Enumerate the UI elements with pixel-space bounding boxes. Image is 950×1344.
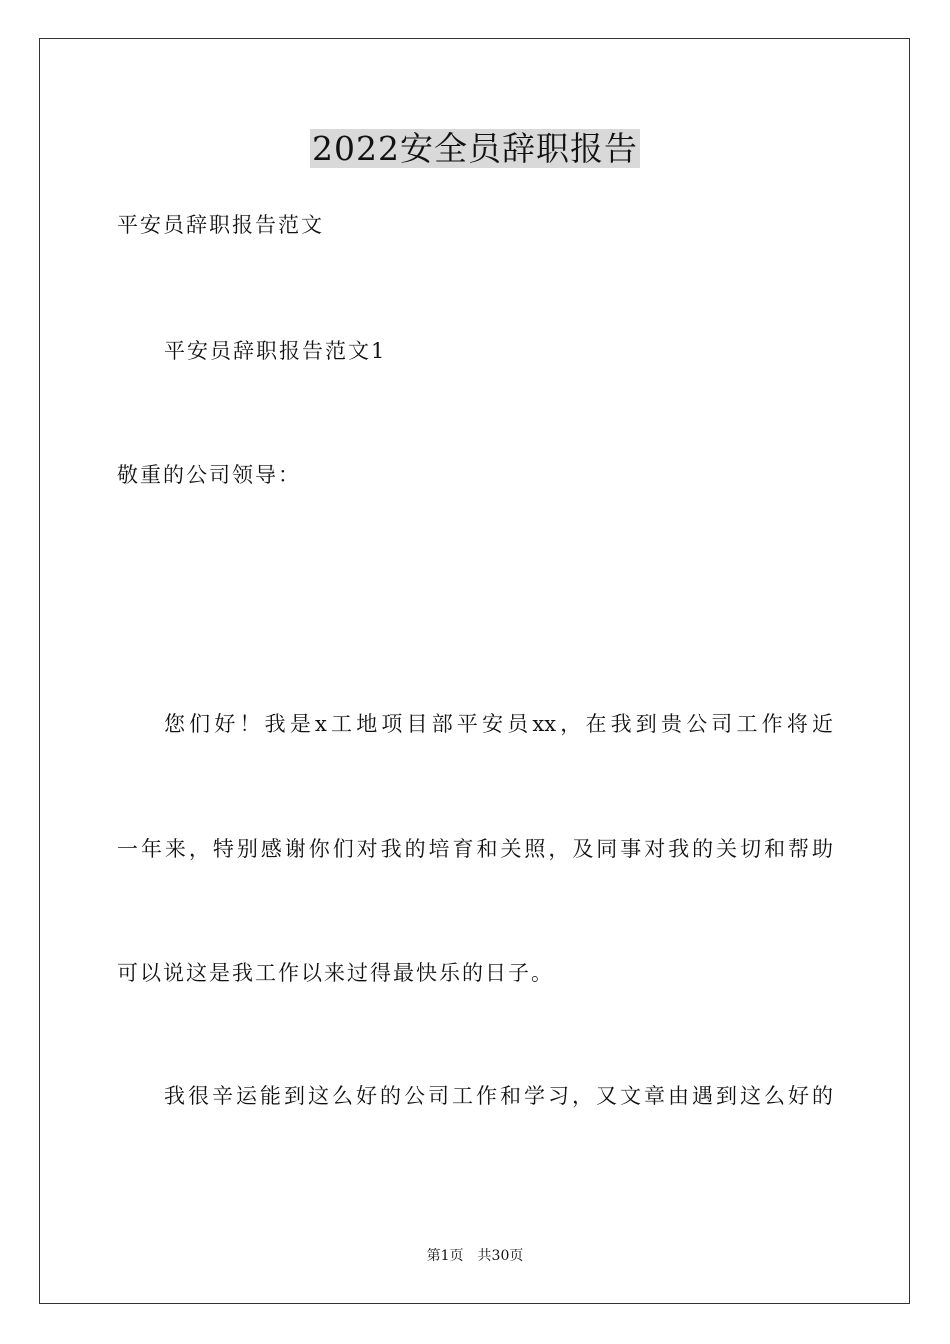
- paragraph-line: 一年来，特别感谢你们对我的培育和关照，及同事对我的关切和帮助: [117, 837, 833, 861]
- page-footer: [0, 1246, 950, 1266]
- document-subtitle: 平安员辞职报告范文: [117, 213, 324, 237]
- page-number-current: 第1页: [426, 1248, 464, 1264]
- page-number-total: 共30页: [477, 1248, 524, 1264]
- paragraph-line: 您们好！我是x工地项目部平安员xx，在我到贵公司工作将近: [164, 712, 833, 736]
- section-heading: 平安员辞职报告范文1: [164, 339, 387, 363]
- document-title: [0, 124, 950, 174]
- document-title-text: 2022安全员辞职报告: [312, 129, 638, 168]
- paragraph-line: 我很辛运能到这么好的公司工作和学习，又文章由遇到这么好的: [164, 1084, 833, 1108]
- salutation: 敬重的公司领导：: [117, 463, 301, 487]
- paragraph-line: 可以说这是我工作以来过得最快乐的日子。: [117, 961, 554, 985]
